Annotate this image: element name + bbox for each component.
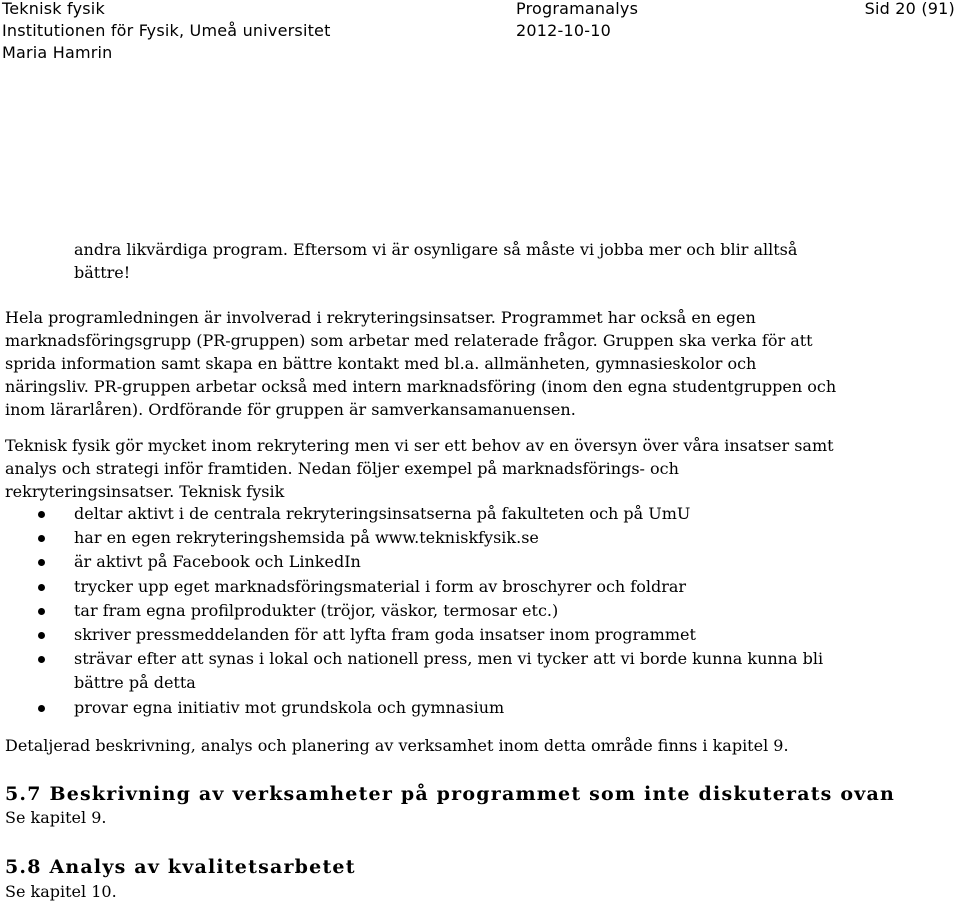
- header-author: Maria Hamrin: [2, 43, 113, 62]
- list-item: [0, 696, 823, 720]
- text-line: analys och strategi inför framtiden. Nedan följer exempel på marknadsförings- och: [5, 459, 679, 478]
- paragraph-marketing: [5, 434, 834, 503]
- bullet-icon: [38, 705, 45, 712]
- list-item-text-continued: bättre på detta: [74, 673, 196, 693]
- list-item: [0, 502, 823, 526]
- text-line: inom lärarlåren). Ordförande för gruppen är samverkansamanuensen.: [5, 400, 576, 419]
- header-date: 2012-10-10: [516, 21, 611, 40]
- list-item: [0, 623, 823, 647]
- list-item: [0, 526, 823, 550]
- text-line: rekryteringsinsatser. Teknisk fysik: [5, 482, 285, 501]
- paragraph-reference: [5, 734, 789, 757]
- bullet-list: [0, 502, 823, 720]
- list-item-text: skriver pressmeddelanden för att lyfta fram goda insatser inom programmet: [74, 625, 696, 645]
- section-heading-5-7: 5.7 Beskrivning av verksamheter på programmet som inte diskuterats ovan: [5, 783, 896, 805]
- list-item: [0, 550, 823, 574]
- list-item-text: har en egen rekryteringshemsida på www.tekniskfysik.se: [74, 528, 539, 548]
- list-item: [0, 599, 823, 623]
- header-right: [865, 0, 955, 20]
- header-middle: [516, 0, 638, 42]
- text-line: andra likvärdiga program. Eftersom vi är osynligare så måste vi jobba mer och blir alltså: [74, 240, 798, 259]
- list-item: [0, 575, 823, 599]
- list-item-text: deltar aktivt i de centrala rekryteringsinsatserna på fakulteten och på UmU: [74, 504, 691, 523]
- bullet-icon: [38, 559, 45, 566]
- text-line: Detaljerad beskrivning, analys och planering av verksamhet inom detta område finns i kapitel 9.: [5, 736, 789, 755]
- bullet-icon: [38, 632, 45, 639]
- text-line: näringsliv. PR-gruppen arbetar också med intern marknadsföring (inom den egna studentgruppen och: [5, 377, 837, 396]
- list-item-text: provar egna initiativ mot grundskola och gymnasium: [74, 697, 505, 717]
- bullet-icon: [38, 584, 45, 591]
- list-item-text: strävar efter att synas i lokal och nationell press, men vi tycker att vi borde kunna kunna bli: [74, 649, 824, 669]
- text-line: sprida information samt skapa en bättre kontakt med bl.a. allmänheten, gymnasieskolor och: [5, 354, 757, 373]
- text-line: Hela programledningen är involverad i rekryteringsinsatser. Programmet har också en egen: [5, 308, 756, 327]
- section-body-5-8: Se kapitel 10.: [5, 882, 117, 901]
- bullet-icon: [38, 608, 45, 615]
- paragraph-recruitment: [5, 306, 836, 421]
- text-line: Teknisk fysik gör mycket inom rekrytering men vi ser ett behov av en översyn över våra insatser samt: [5, 436, 834, 455]
- header-document-type: Programanalys: [516, 0, 639, 18]
- bullet-icon: [38, 511, 45, 518]
- list-item-text: trycker upp eget marknadsföringsmaterial i form av broschyrer och foldrar: [74, 576, 687, 596]
- section-body-5-7: Se kapitel 9.: [5, 808, 107, 827]
- header-institution: Institutionen för Fysik, Umeå universitet: [2, 21, 331, 40]
- page-header: [0, 0, 960, 60]
- bullet-icon: [38, 656, 45, 663]
- header-program-name: Teknisk fysik: [2, 0, 105, 18]
- header-page-number: Sid 20 (91): [864, 0, 955, 18]
- list-item-text: är aktivt på Facebook och LinkedIn: [74, 552, 361, 572]
- text-line: marknadsföringsgrupp (PR-gruppen) som arbetar med relaterade frågor. Gruppen ska verka för att: [5, 331, 813, 350]
- paragraph-continuation: [74, 238, 797, 284]
- text-line: bättre!: [74, 263, 131, 282]
- section-heading-5-8: 5.8 Analys av kvalitetsarbetet: [5, 856, 356, 878]
- bullet-icon: [38, 535, 45, 542]
- list-item-text: tar fram egna profilprodukter (tröjor, väskor, termosar etc.): [74, 600, 559, 620]
- header-left: [2, 0, 331, 64]
- list-item: [0, 647, 823, 695]
